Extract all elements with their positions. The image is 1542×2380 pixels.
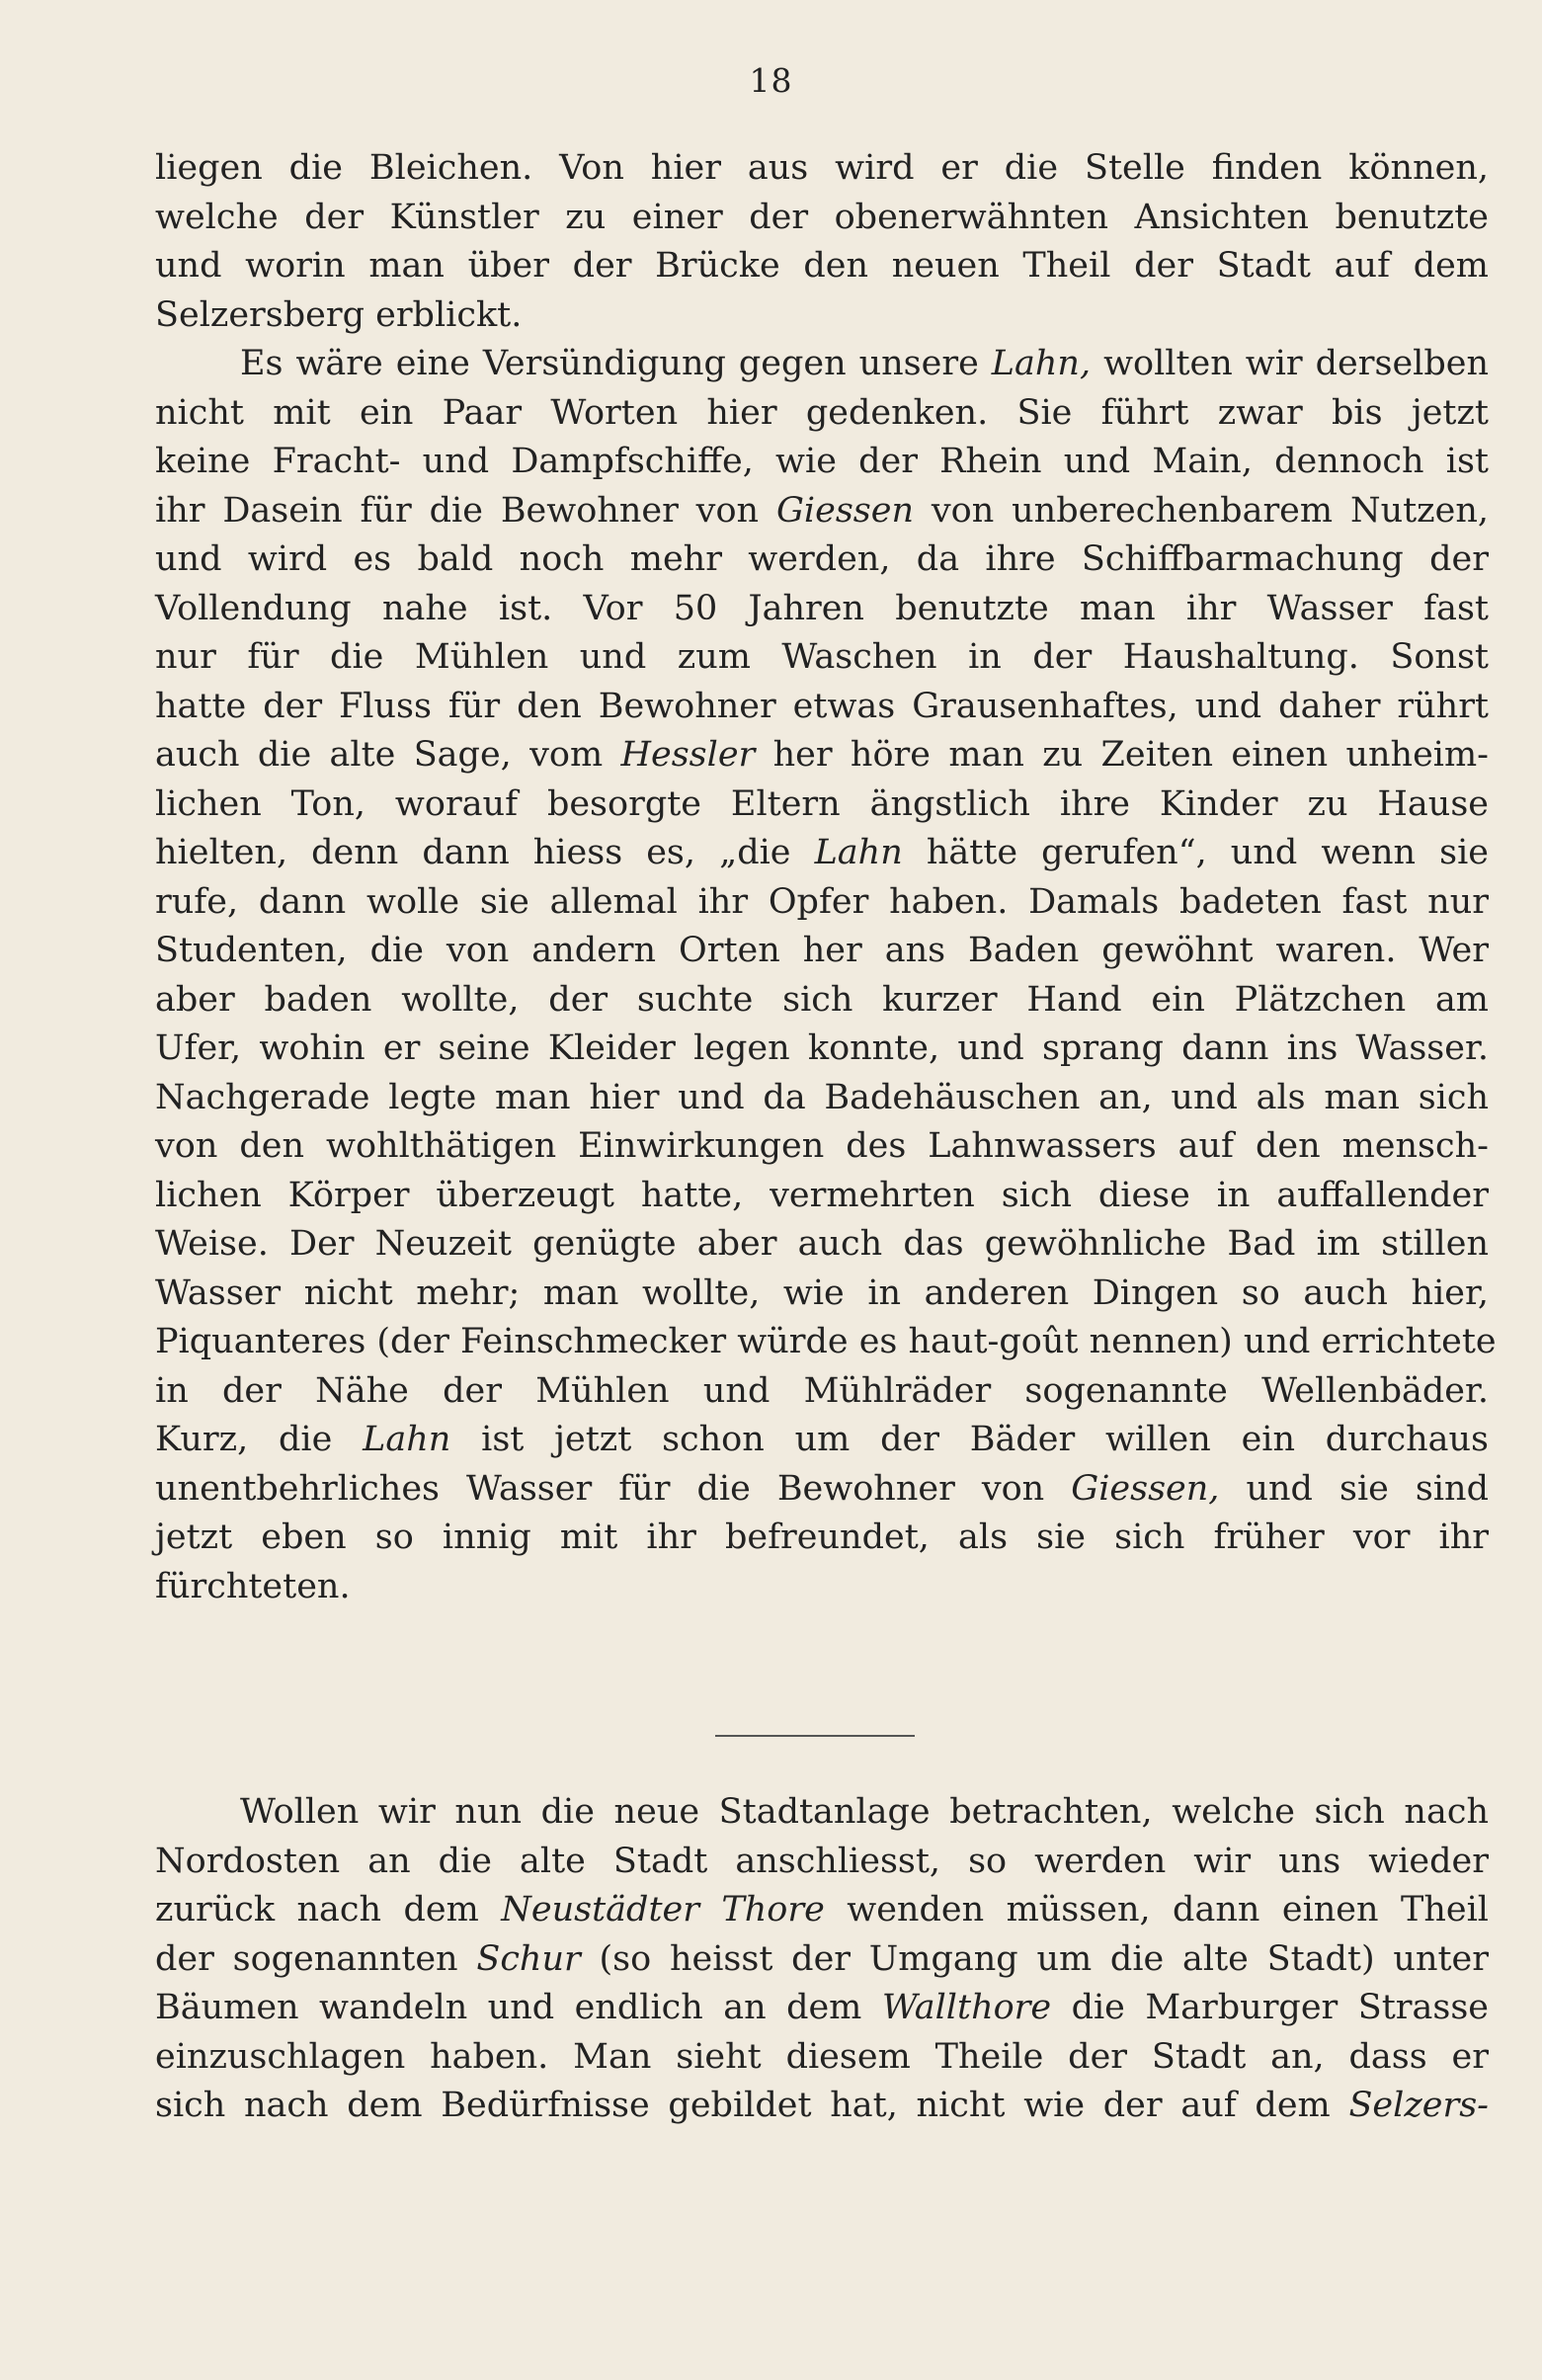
text-segment: Kurz, die (155, 1420, 364, 1459)
text-segment: Nachgerade legte man hier und da Badehäuschen an, und als man sich (155, 1077, 1489, 1117)
text-segment: und sie sind (1219, 1468, 1489, 1509)
text-segment: die Marburger Strasse (1051, 1988, 1489, 2027)
text-line (155, 1514, 1489, 1563)
text-line (155, 291, 1489, 341)
italic-term: Schur (476, 1938, 581, 1979)
text-line (155, 585, 1489, 634)
text-segment: hielten, denn dann hiess es, „die (155, 833, 815, 872)
text-line (155, 1563, 1489, 1612)
text-line (155, 2082, 1489, 2131)
text-segment: keine Fracht- und Dampfschiffe, wie der Rhein und Main, dennoch ist (155, 442, 1489, 481)
text-segment: lichen Körper überzeugt hatte, vermehrten sich diese in auffallender (155, 1175, 1489, 1215)
text-line (155, 731, 1489, 780)
text-segment: unentbehrliches Wasser für die Bewohner von (155, 1468, 1072, 1509)
text-segment: liegen die Bleichen. Von hier aus wird er die Stelle finden können, (155, 148, 1489, 188)
text-line (155, 1122, 1489, 1172)
italic-term: Wallthore (881, 1988, 1052, 2027)
italic-term: Neustädter Thore (501, 1890, 825, 1929)
text-segment: ihr Dasein für die Bewohner von (155, 490, 776, 531)
text-segment: hätte gerufen“, und wenn sie (902, 833, 1489, 872)
text-segment: und wird es bald noch mehr werden, da ihre Schiffbarmachung der (155, 539, 1489, 579)
text-segment: aber baden wollte, der suchte sich kurzer Hand ein Plätzchen am (155, 979, 1489, 1020)
text-segment: Vollendung nahe ist. Vor 50 Jahren benutzte man ihr Wasser fast (155, 588, 1489, 628)
italic-term: Lahn (814, 833, 903, 872)
text-line (155, 878, 1489, 928)
text-segment: Es wäre eine Versündigung gegen unsere (240, 344, 992, 383)
text-line (155, 535, 1489, 585)
text-segment: ist jetzt schon um der Bäder willen ein durchaus (450, 1420, 1489, 1459)
text-line (155, 1025, 1489, 1074)
body-text-section-two (155, 1788, 1489, 2131)
text-line (155, 927, 1489, 976)
text-line (155, 633, 1489, 683)
text-line (155, 487, 1489, 536)
text-line (155, 340, 1489, 389)
text-line (155, 976, 1489, 1026)
text-line (155, 1416, 1489, 1465)
text-segment: jetzt eben so innig mit ihr befreundet, als sie sich früher vor ihr (155, 1518, 1489, 1557)
text-segment: von den wohlthätigen Einwirkungen des Lahnwassers auf den mensch- (155, 1126, 1489, 1166)
text-segment: rufe, dann wolle sie allemal ihr Opfer haben. Damals badeten fast nur (155, 881, 1489, 922)
text-line (155, 389, 1489, 439)
text-line (155, 780, 1489, 830)
text-line (155, 1886, 1489, 1935)
text-segment: (so heisst der Umgang um die alte Stadt) unter (580, 1938, 1490, 1979)
text-segment: und worin man über der Brücke den neuen Theil der Stadt auf dem (155, 246, 1489, 286)
text-line (155, 242, 1489, 291)
italic-term: Giessen, (1071, 1468, 1220, 1509)
text-line (155, 1935, 1489, 1985)
text-segment: wollten wir derselben (1091, 344, 1490, 383)
text-segment: Selzersberg erblickt. (155, 294, 523, 335)
italic-term: Selzers- (1348, 2086, 1489, 2125)
text-segment: nicht mit ein Paar Worten hier gedenken. Sie führt zwar bis jetzt (155, 392, 1489, 433)
text-segment: Wasser nicht mehr; man wollte, wie in anderen Dingen so auch hier, (155, 1272, 1489, 1313)
text-line (155, 829, 1489, 878)
text-segment: Weise. Der Neuzeit genügte aber auch das gewöhnliche Bad im stillen (155, 1224, 1489, 1264)
italic-term: Lahn, (991, 344, 1092, 383)
section-divider (715, 1735, 915, 1737)
text-segment: wenden müssen, dann einen Theil (824, 1890, 1489, 1929)
text-line (155, 1465, 1489, 1515)
text-segment: Ufer, wohin er seine Kleider legen konnte, und sprang dann ins Wasser. (155, 1028, 1489, 1068)
text-segment: fürchteten. (155, 1566, 351, 1606)
text-line (155, 1270, 1489, 1319)
text-segment: sich nach dem Bedürfnisse gebildet hat, nicht wie der auf dem (155, 2086, 1349, 2125)
text-segment: der sogenannten (155, 1938, 477, 1979)
text-segment: von unberechenbarem Nutzen, (914, 490, 1489, 531)
text-segment: hatte der Fluss für den Bewohner etwas Grausenhaftes, und daher rührt (155, 686, 1489, 726)
text-segment: welche der Künstler zu einer der obenerwähnten Ansichten benutzte (155, 197, 1489, 237)
text-line (155, 1838, 1489, 1887)
text-line (155, 438, 1489, 487)
text-segment: Studenten, die von andern Orten her ans Baden gewöhnt waren. Wer (155, 931, 1489, 970)
italic-term: Giessen (775, 490, 914, 531)
text-segment: Piquanteres (der Feinschmecker würde es haut-goût nennen) und errichtete (155, 1322, 1497, 1361)
text-segment: in der Nähe der Mühlen und Mühlräder sogenannte Wellenbäder. (155, 1370, 1489, 1411)
text-line (155, 1984, 1489, 2033)
text-segment: lichen Ton, worauf besorgte Eltern ängstlich ihre Kinder zu Hause (155, 783, 1489, 824)
text-line (155, 1367, 1489, 1417)
text-segment: nur für die Mühlen und zum Waschen in der Haushaltung. Sonst (155, 637, 1489, 677)
text-line (155, 1220, 1489, 1270)
text-segment: her höre man zu Zeiten einen unheim- (755, 735, 1490, 775)
text-line (155, 683, 1489, 732)
text-line (155, 2033, 1489, 2083)
text-segment: Nordosten an die alte Stadt anschliesst, so werden wir uns wieder (155, 1841, 1489, 1881)
text-segment: Bäumen wandeln und endlich an dem (155, 1988, 882, 2027)
italic-term: Hessler (620, 735, 756, 775)
text-line (155, 144, 1489, 194)
text-segment: Wollen wir nun die neue Stadtanlage betrachten, welche sich nach (240, 1792, 1489, 1832)
text-line (155, 194, 1489, 243)
text-segment: auch die alte Sage, vom (155, 735, 621, 775)
text-line (155, 1172, 1489, 1221)
text-line (155, 1074, 1489, 1123)
body-text-paragraphs (155, 144, 1497, 1611)
text-segment: einzuschlagen haben. Man sieht diesem Theile der Stadt an, dass er (155, 2036, 1489, 2077)
page-number: 18 (749, 61, 793, 100)
italic-term: Lahn (363, 1420, 451, 1459)
text-line (155, 1788, 1489, 1838)
text-segment: zurück nach dem (155, 1890, 502, 1929)
text-line (155, 1318, 1497, 1367)
